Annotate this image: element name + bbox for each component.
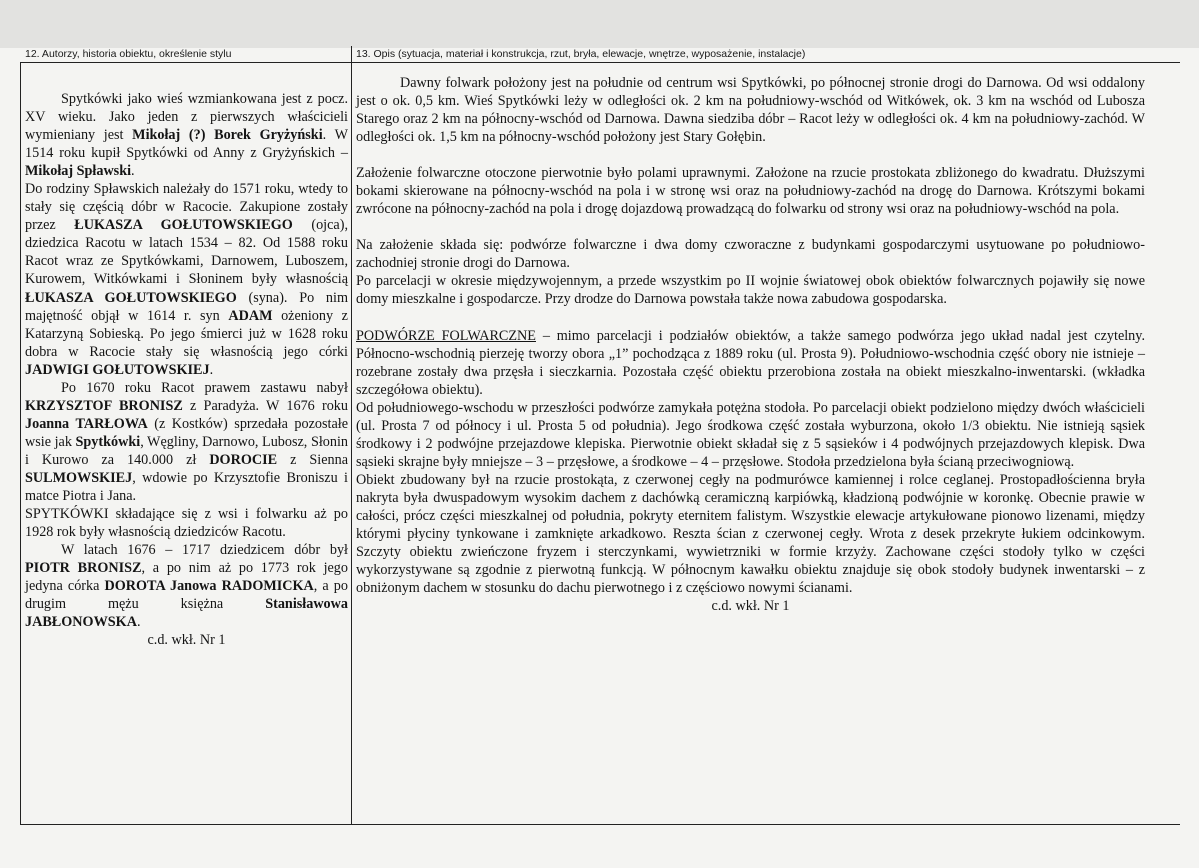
header-rule-right [351,62,1180,63]
description-paragraph-composition: Na założenie składa się: podwórze folwarczne i dwa domy czworaczne z budynkami gospodarczymi usytuowane po południowo-zachodniej stronie drogi do Darnowa. [356,237,1145,272]
description-paragraph-barn: Od południowego-wschodu w przeszłości podwórze zamykała potężna stodoła. Po parcelacji obiekt podzielono między dwóch właścicieli (ul. Prosta 7 od północy i ul. Prosta 5 od południa). Jego środkowa część została wyburzona, około 1/3 obiektu. Nie istnieją sąsiek środkowy i 2 podwójne przejazdowe klepiska. Pierwotnie obiekt składał się z 5 sąsieków i 4 podwójnych przejazdowych klepisk. Dwa sąsieki skrajne były mniejsze – 3 – przęsłowe, a środkowe – 4 – przęsłowe. Stodoła przedzielona była ścianą przeciwogniową. [356,399,1145,470]
history-column [25,90,348,649]
description-paragraph-parcelling: Po parcelacji w okresie międzywojennym, a przede wszystkim po II wojnie światowej obok obiektów folwarcznych pojawiły się nowe domy mieszkalne i gospodarcze. Przy drodze do Darnowa powstała także nowa zabudowa gospodarska. [356,273,1145,308]
courtyard-heading: PODWÓRZE FOLWARCZNE [356,327,536,344]
description-paragraph-construction: Obiekt zbudowany był na rzucie prostokąta, z czerwonej cegły na podmurówce kamiennej i rolce ceglanej. Prostopadłościenna bryła nakryta była dwuspadowym wysokim dachem z dachówką ceramiczną karpiówką, kładzioną podwójnie w koronkę. Obecnie prawie w całości, prócz części mieszkalnej od południa, pokryty eternitem falistym. Wszystkie elewacje artykułowane pionowo lizenami, między którymi płyciny tynkowane i zamknięte arkadkowo. Reszta ścian z czerwonej cegły. Wrota z desek przekryte łukiem odcinkowym. Szczyty obiektu zwieńczone fryzem i sterczynkami, wywietrzniki w formie krzyży. Zachowane części stodoły tylko w części wykorzystywane są zgodnie z pierwotną funkcją. W północnym kawałku obiektu znajduje się obok stodoły budynek inwentarski – z obniżonym dachem w stosunku do dachu pierwotnego i z częściowo nowymi ścianami. [356,471,1145,597]
header-authors-history: 12. Autorzy, historia obiektu, określenie stylu [25,48,232,60]
history-paragraph-2: Do rodziny Spławskich należały do 1571 roku, wtedy to stały się częścią dóbr w Racocie. Zakupione zostały przez ŁUKASZA GOŁUTOWSKIEGO (ojca), dziedzica Racotu w latach 1534 – 82. Od 1588 roku Racot wraz ze Spytkówkami, Darnowem, Luboszem, Kurowem, Witkówkami i Słoninem były własnością ŁUKASZA GOŁUTOWSKIEGO (syna). Po nim majętność objął w 1614 r. syn ADAM ożeniony z Katarzyną Sobieską. Po jego śmierci już w 1628 roku dobra w Racocie stały się własnością jego córki JADWIGI GOŁUTOWSKIEJ. [25,181,348,378]
bottom-border [20,824,1180,825]
description-paragraph-layout: Założenie folwarczne otoczone pierwotnie było polami uprawnymi. Założone na rzucie prostokata zbliżonego do kwadratu. Dłuższymi bokami skierowane na północny-wschód na pola i w stronę wsi oraz na południowy-zachód na drogę do Darnowa. Krótszymi bokami zwrócone na północny-zachód na pola i drogę dojazdową prowadzącą do folwarku od strony wsi oraz na południowy-wschód na pola. [356,165,1145,218]
description-column [356,74,1145,615]
description-continued-note: c.d. wkł. Nr 1 [711,598,790,615]
history-paragraph-1: Spytkówki jako wieś wzmiankowana jest z pocz. XV wieku. Jako jeden z pierwszych właścicieli wymieniany jest Mikołaj (?) Borek Gryżyński. W 1514 roku kupił Spytkówki od Anny z Gryżyńskich – Mikołaj Spławski. [25,91,348,180]
column-divider [351,46,352,824]
header-rule-left [20,62,351,63]
scan-top-margin [0,0,1199,48]
history-paragraph-4: SPYTKÓWKI składające się z wsi i folwarku aż po 1928 rok były własnością dziedziców Racotu. [25,506,348,541]
description-paragraph-location: Dawny folwark położony jest na południe od centrum wsi Spytkówki, po północnej stronie drogi do Darnowa. Od wsi oddalony jest o ok. 0,5 km. Wieś Spytkówki leży w odległości ok. 2 km na południowy-wschód od Witkówek, ok. 3 km na wschód od Lubosza Starego oraz 2 km na północny-wschód od Darnowa. Dawna siedziba dóbr – Racot leży w odległości ok. 4 km na południowy-zachód. W odległości ok. 1,5 km na północny-wschód położony jest Stary Gołębin. [356,75,1145,146]
history-paragraph-5: W latach 1676 – 1717 dziedzicem dóbr był PIOTR BRONISZ, a po nim aż po 1773 rok jego jedyna córka DOROTA Janowa RADOMICKA, a po drugim mężu księżna Stanisławowa JABŁONOWSKA. [25,542,348,631]
history-paragraph-3: Po 1670 roku Racot prawem zastawu nabył KRZYSZTOF BRONISZ z Paradyża. W 1676 roku Joanna TARŁOWA (z Kostków) sprzedała pozostałe wsie jak Spytkówki, Węgliny, Darnowo, Lubosz, Słonin i Kurowo za 140.000 zł DOROCIE z Sienna SULMOWSKIEJ, wdowie po Krzysztofie Broniszu i matce Piotra i Jana. [25,379,348,505]
header-description: 13. Opis (sytuacja, materiał i konstrukcja, rzut, bryła, elewacje, wnętrze, wyposażenie, instalacje) [356,48,806,60]
history-continued-note: c.d. wkł. Nr 1 [147,632,226,649]
left-border [20,62,21,824]
description-paragraph-courtyard: PODWÓRZE FOLWARCZNE – mimo parcelacji i podziałów obiektów, a także samego podwórza jego układ nadal jest czytelny. Północno-wschodnią pierzeję tworzy obora „1” pochodząca z 1889 roku (ul. Prosta 9). Południowo-wschodnia część obory nie istnieje – rozebrane zostały dwa przęsła i sieczkarnia. Pozostała część obiektu przerobiona została na obiekt mieszkalno-inwentarski. (wkładka szczegółowa obiektu). [356,327,1145,398]
